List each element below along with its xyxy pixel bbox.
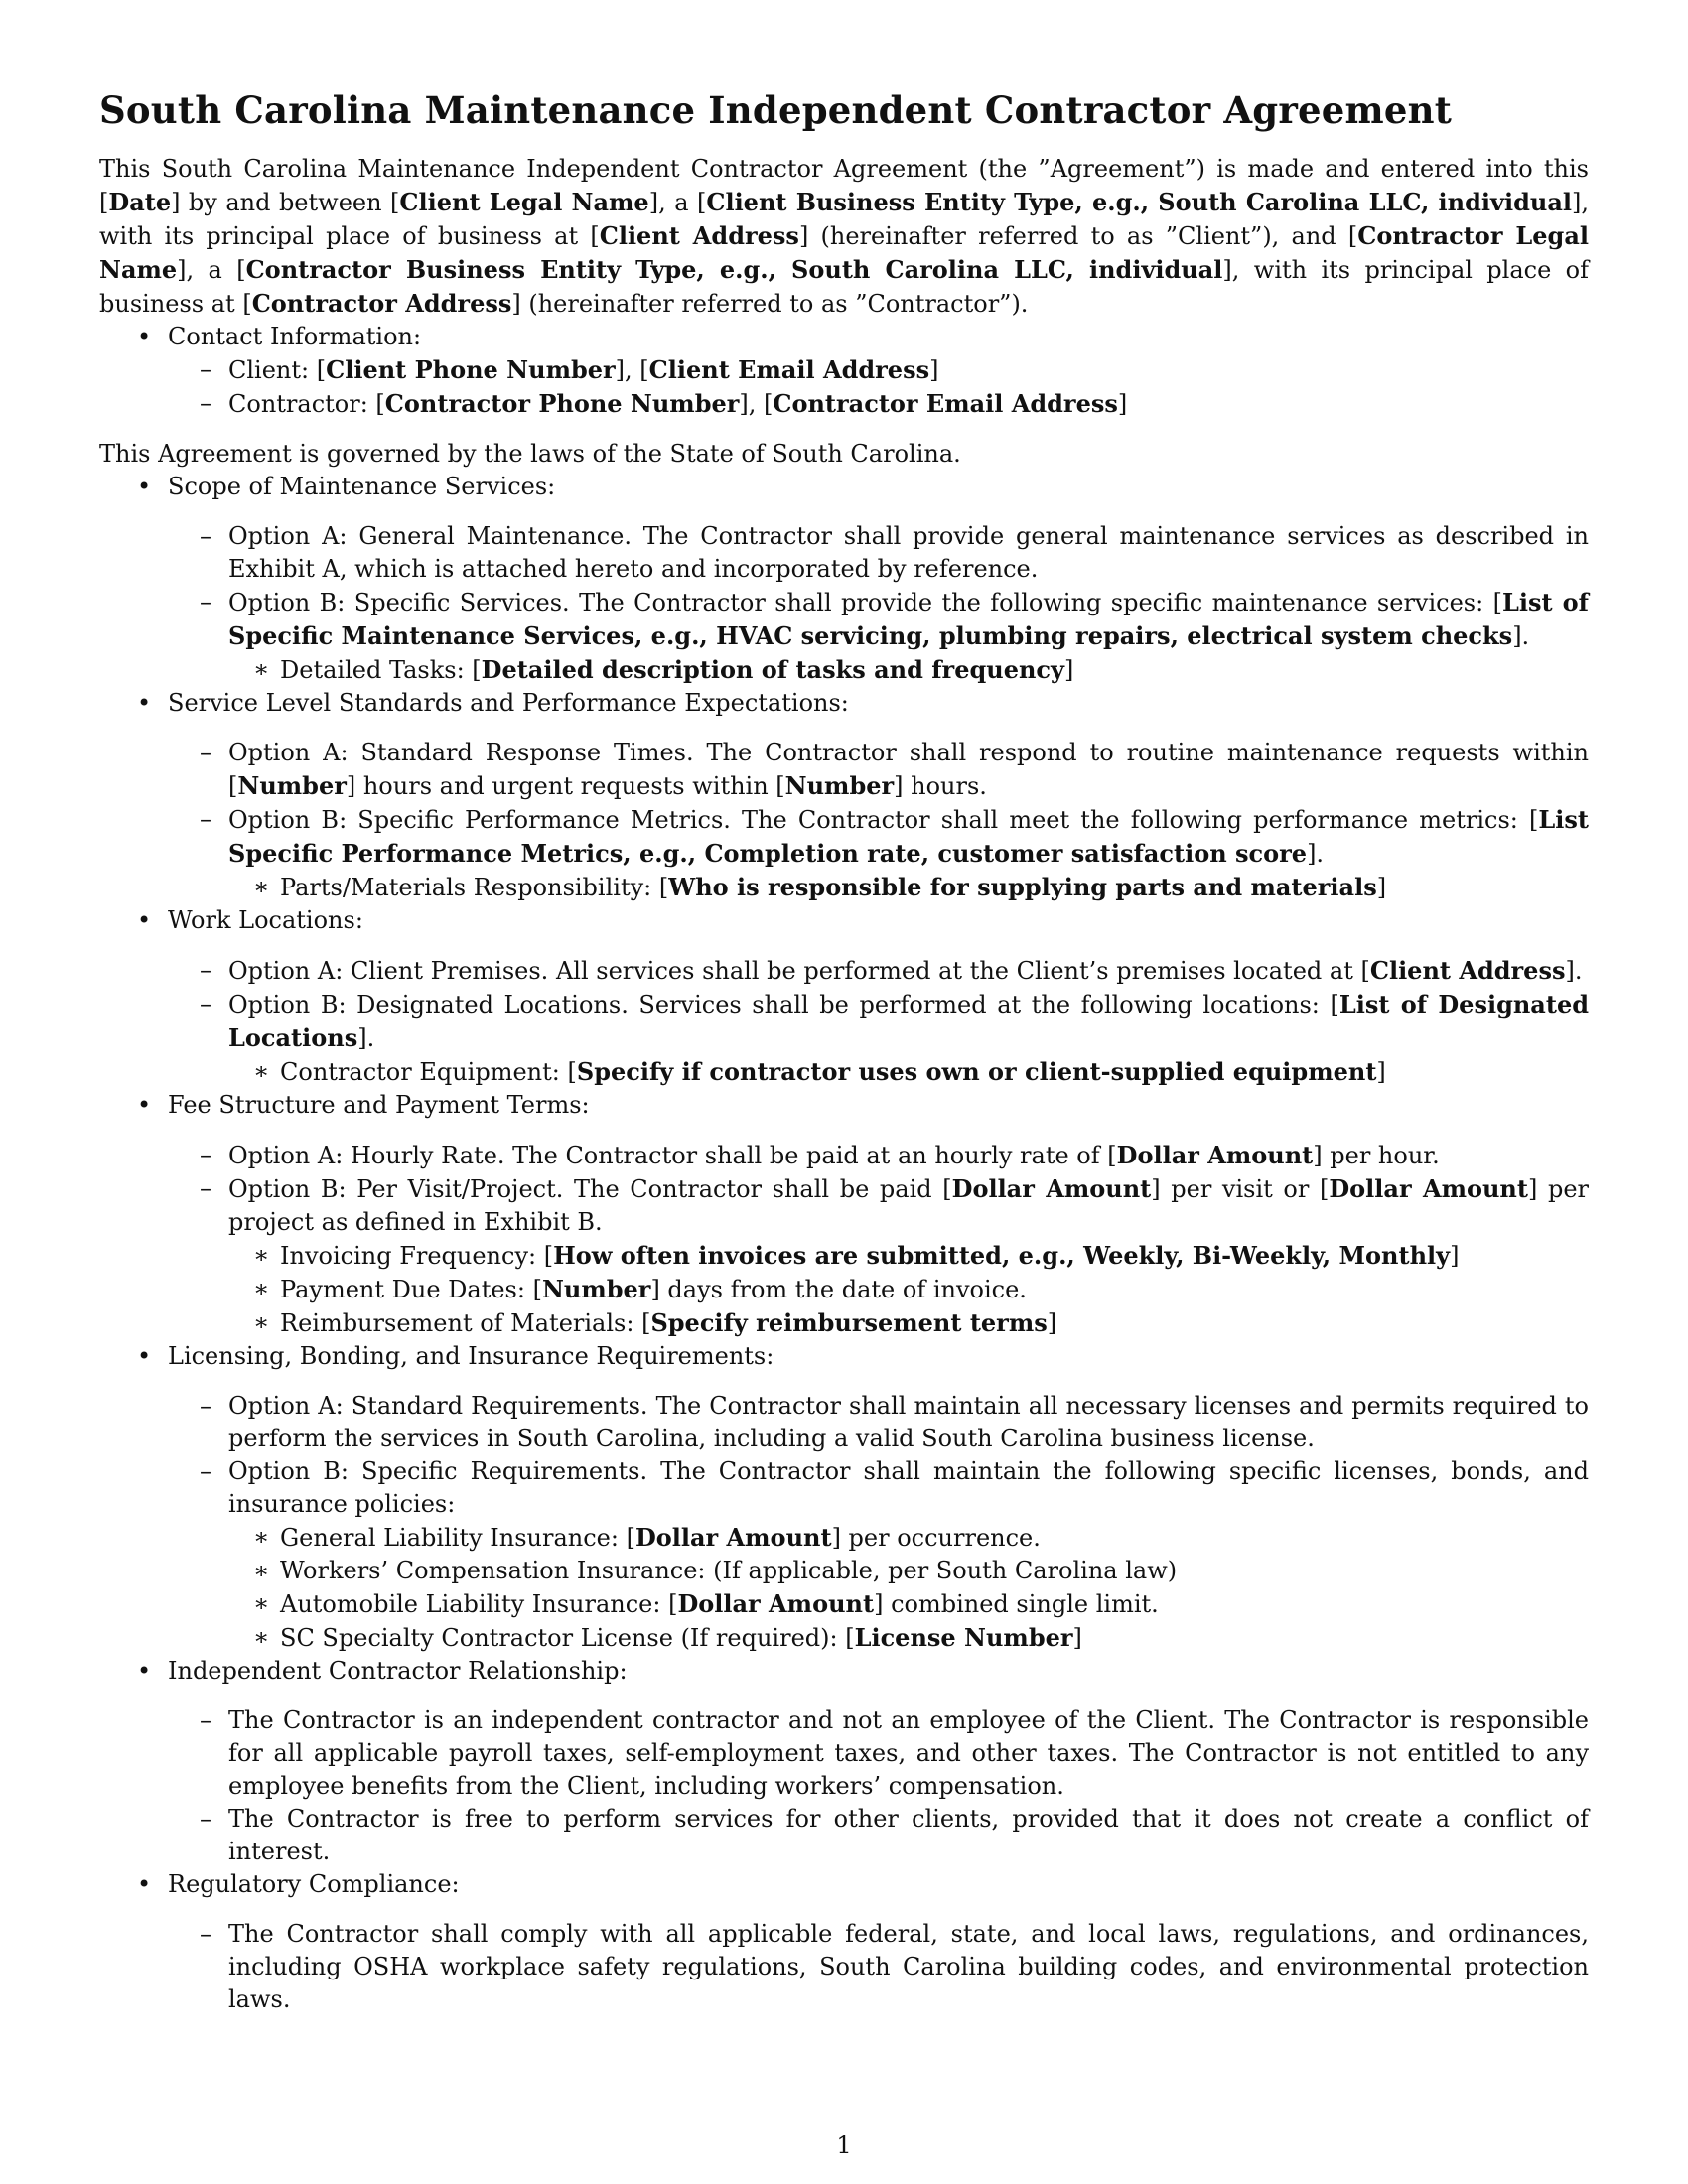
contact-contractor: – Contractor: [Contractor Phone Number], [Contractor Email Address] <box>168 387 1589 421</box>
list-item: – The Contractor is free to perform services for other clients, provided that it does not create a conflict of interest. <box>168 1803 1589 1868</box>
list-item: ∗ Payment Due Dates: [Number] days from the date of invoice. <box>228 1273 1589 1306</box>
list-item: ∗ Reimbursement of Materials: [Specify reimbursement terms] <box>228 1306 1589 1340</box>
work-locations-section <box>99 904 1589 1089</box>
list-item: • Contact Information: – Client: [Client Phone Number], [Client Email Address] – Contractor: [Contractor Phone Number], [Contractor Email Address] <box>99 321 1589 421</box>
relationship-section <box>99 1655 1589 1868</box>
compliance-section <box>99 1868 1589 2016</box>
document-body <box>99 153 1589 2016</box>
list-item: ∗ General Liability Insurance: [Dollar Amount] per occurrence. <box>228 1521 1589 1555</box>
list-item: • Licensing, Bonding, and Insurance Requirements: – Option A: Standard Requirements. The Contractor shall maintain all necessary licenses and permits required to perform the services in South Carolina, including a valid South Carolina business license. – Option B: Specific Requirements. The Contractor shall maintain the following specific licenses, bonds, and insurance policies: ∗ General Liability Insurance: [Dollar Amount] per occurrence. ∗ Workers’ Compensation Insurance: (If applicable, per South Carolina law) ∗ Automobile Liability Insurance: [Dollar Amount] combined single limit. ∗ SC Specialty Contractor License (If required): [License Number] <box>99 1340 1589 1655</box>
list-item: • Work Locations: – Option A: Client Premises. All services shall be performed at the Client’s premises located at [Client Address]. – Option B: Designated Locations. Services shall be performed at the following locations: [List of Designated Locations]. ∗ Contractor Equipment: [Specify if contractor uses own or client-supplied equipment] <box>99 904 1589 1089</box>
intro-paragraph: This South Carolina Maintenance Independent Contractor Agreement (the ”Agreement”) is made and entered into this [Date] by and between [Client Legal Name], a [Client Business Entity Type, e.g., South Carolina LLC, individual], with its principal place of business at [Client Address] (hereinafter referred to as ”Client”), and [Contractor Legal Name], a [Contractor Business Entity Type, e.g., South Carolina LLC, individual], with its principal place of business at [Contractor Address] (hereinafter referred to as ”Contractor”). <box>99 155 1590 318</box>
list-item: ∗ Detailed Tasks: [Detailed description of tasks and frequency] <box>228 653 1589 687</box>
list-item: – Option B: Designated Locations. Services shall be performed at the following locations: [List of Designated Locations]. ∗ Contractor Equipment: [Specify if contractor uses own or client-supplied equipment] <box>168 988 1589 1089</box>
scope-section <box>99 471 1589 687</box>
list-item: – Option B: Specific Services. The Contractor shall provide the following specific maintenance services: [List of Specific Maintenance Services, e.g., HVAC servicing, plumbing repairs, electrical system checks]. ∗ Detailed Tasks: [Detailed description of tasks and frequency] <box>168 586 1589 687</box>
list-item: ∗ Contractor Equipment: [Specify if contractor uses own or client-supplied equipment] <box>228 1055 1589 1089</box>
service-level-section <box>99 687 1589 904</box>
page-title: South Carolina Maintenance Independent Contractor Agreement <box>99 88 1452 132</box>
list-item: – Option A: Client Premises. All services shall be performed at the Client’s premises located at [Client Address]. <box>168 954 1589 988</box>
governing-law: This Agreement is governed by the laws of the State of South Carolina. <box>99 440 961 468</box>
list-item: – Option A: Standard Requirements. The Contractor shall maintain all necessary licenses and permits required to perform the services in South Carolina, including a valid South Carolina business license. <box>168 1390 1589 1455</box>
licensing-section <box>99 1340 1589 1655</box>
list-item: • Fee Structure and Payment Terms: – Option A: Hourly Rate. The Contractor shall be paid at an hourly rate of [Dollar Amount] per hour. – Option B: Per Visit/Project. The Contractor shall be paid [Dollar Amount] per visit or [Dollar Amount] per project as defined in Exhibit B. ∗ Invoicing Frequency: [How often invoices are submitted, e.g., Weekly, Bi-Weekly, Monthly] ∗ Payment Due Dates: [Number] days from the date of invoice. ∗ Reimbursement of Materials: [Specify reimbursement terms] <box>99 1089 1589 1340</box>
list-item: ∗ Parts/Materials Responsibility: [Who is responsible for supplying parts and materials] <box>228 871 1589 904</box>
list-item: – The Contractor is an independent contractor and not an employee of the Client. The Contractor is responsible for all applicable payroll taxes, self-employment taxes, and other taxes. The Contractor is not entitled to any employee benefits from the Client, including workers’ compensation. <box>168 1705 1589 1803</box>
list-item: – Option B: Specific Performance Metrics. The Contractor shall meet the following performance metrics: [List Specific Performance Metrics, e.g., Completion rate, customer satisfaction score]. ∗ Parts/Materials Responsibility: [Who is responsible for supplying parts and materials] <box>168 803 1589 904</box>
list-item: – Option B: Per Visit/Project. The Contractor shall be paid [Dollar Amount] per visit or [Dollar Amount] per project as defined in Exhibit B. ∗ Invoicing Frequency: [How often invoices are submitted, e.g., Weekly, Bi-Weekly, Monthly] ∗ Payment Due Dates: [Number] days from the date of invoice. ∗ Reimbursement of Materials: [Specify reimbursement terms] <box>168 1172 1589 1340</box>
list-item: – Option A: Standard Response Times. The Contractor shall respond to routine maintenance requests within [Number] hours and urgent requests within [Number] hours. <box>168 737 1589 803</box>
list-item: ∗ Workers’ Compensation Insurance: (If applicable, per South Carolina law) <box>228 1555 1589 1587</box>
list-item: – Option A: General Maintenance. The Contractor shall provide general maintenance services as described in Exhibit A, which is attached hereto and incorporated by reference. <box>168 520 1589 586</box>
page-number: 1 <box>836 2131 852 2159</box>
contact-client: – Client: [Client Phone Number], [Client Email Address] <box>168 353 1589 387</box>
list-item: – Option B: Specific Requirements. The Contractor shall maintain the following specific licenses, bonds, and insurance policies: ∗ General Liability Insurance: [Dollar Amount] per occurrence. ∗ Workers’ Compensation Insurance: (If applicable, per South Carolina law) ∗ Automobile Liability Insurance: [Dollar Amount] combined single limit. ∗ SC Specialty Contractor License (If required): [License Number] <box>168 1455 1589 1655</box>
list-item: • Independent Contractor Relationship: – The Contractor is an independent contractor and not an employee of the Client. The Contractor is responsible for all applicable payroll taxes, self-employment taxes, and other taxes. The Contractor is not entitled to any employee benefits from the Client, including workers’ compensation. – The Contractor is free to perform services for other clients, provided that it does not create a conflict of interest. <box>99 1655 1589 1868</box>
list-item: • Regulatory Compliance: – The Contractor shall comply with all applicable federal, state, and local laws, regulations, and ordinances, including OSHA workplace safety regulations, South Carolina building codes, and environmental protection laws. <box>99 1868 1589 2016</box>
list-item: – Option A: Hourly Rate. The Contractor shall be paid at an hourly rate of [Dollar Amount] per hour. <box>168 1139 1589 1172</box>
document-page <box>99 87 1589 2016</box>
list-item: • Scope of Maintenance Services: – Option A: General Maintenance. The Contractor shall provide general maintenance services as described in Exhibit A, which is attached hereto and incorporated by reference. – Option B: Specific Services. The Contractor shall provide the following specific maintenance services: [List of Specific Maintenance Services, e.g., HVAC servicing, plumbing repairs, electrical system checks]. ∗ Detailed Tasks: [Detailed description of tasks and frequency] <box>99 471 1589 687</box>
list-item: ∗ SC Specialty Contractor License (If required): [License Number] <box>228 1621 1589 1655</box>
fee-section <box>99 1089 1589 1340</box>
list-item: ∗ Invoicing Frequency: [How often invoices are submitted, e.g., Weekly, Bi-Weekly, Monthly] <box>228 1239 1589 1273</box>
list-item: • Service Level Standards and Performance Expectations: – Option A: Standard Response Times. The Contractor shall respond to routine maintenance requests within [Number] hours and urgent requests within [Number] hours. – Option B: Specific Performance Metrics. The Contractor shall meet the following performance metrics: [List Specific Performance Metrics, e.g., Completion rate, customer satisfaction score]. ∗ Parts/Materials Responsibility: [Who is responsible for supplying parts and materials] <box>99 687 1589 904</box>
contact-section <box>99 321 1589 421</box>
list-item: – The Contractor shall comply with all applicable federal, state, and local laws, regulations, and ordinances, including OSHA workplace safety regulations, South Carolina building codes, and environmental protection laws. <box>168 1918 1589 2016</box>
list-item: ∗ Automobile Liability Insurance: [Dollar Amount] combined single limit. <box>228 1587 1589 1621</box>
